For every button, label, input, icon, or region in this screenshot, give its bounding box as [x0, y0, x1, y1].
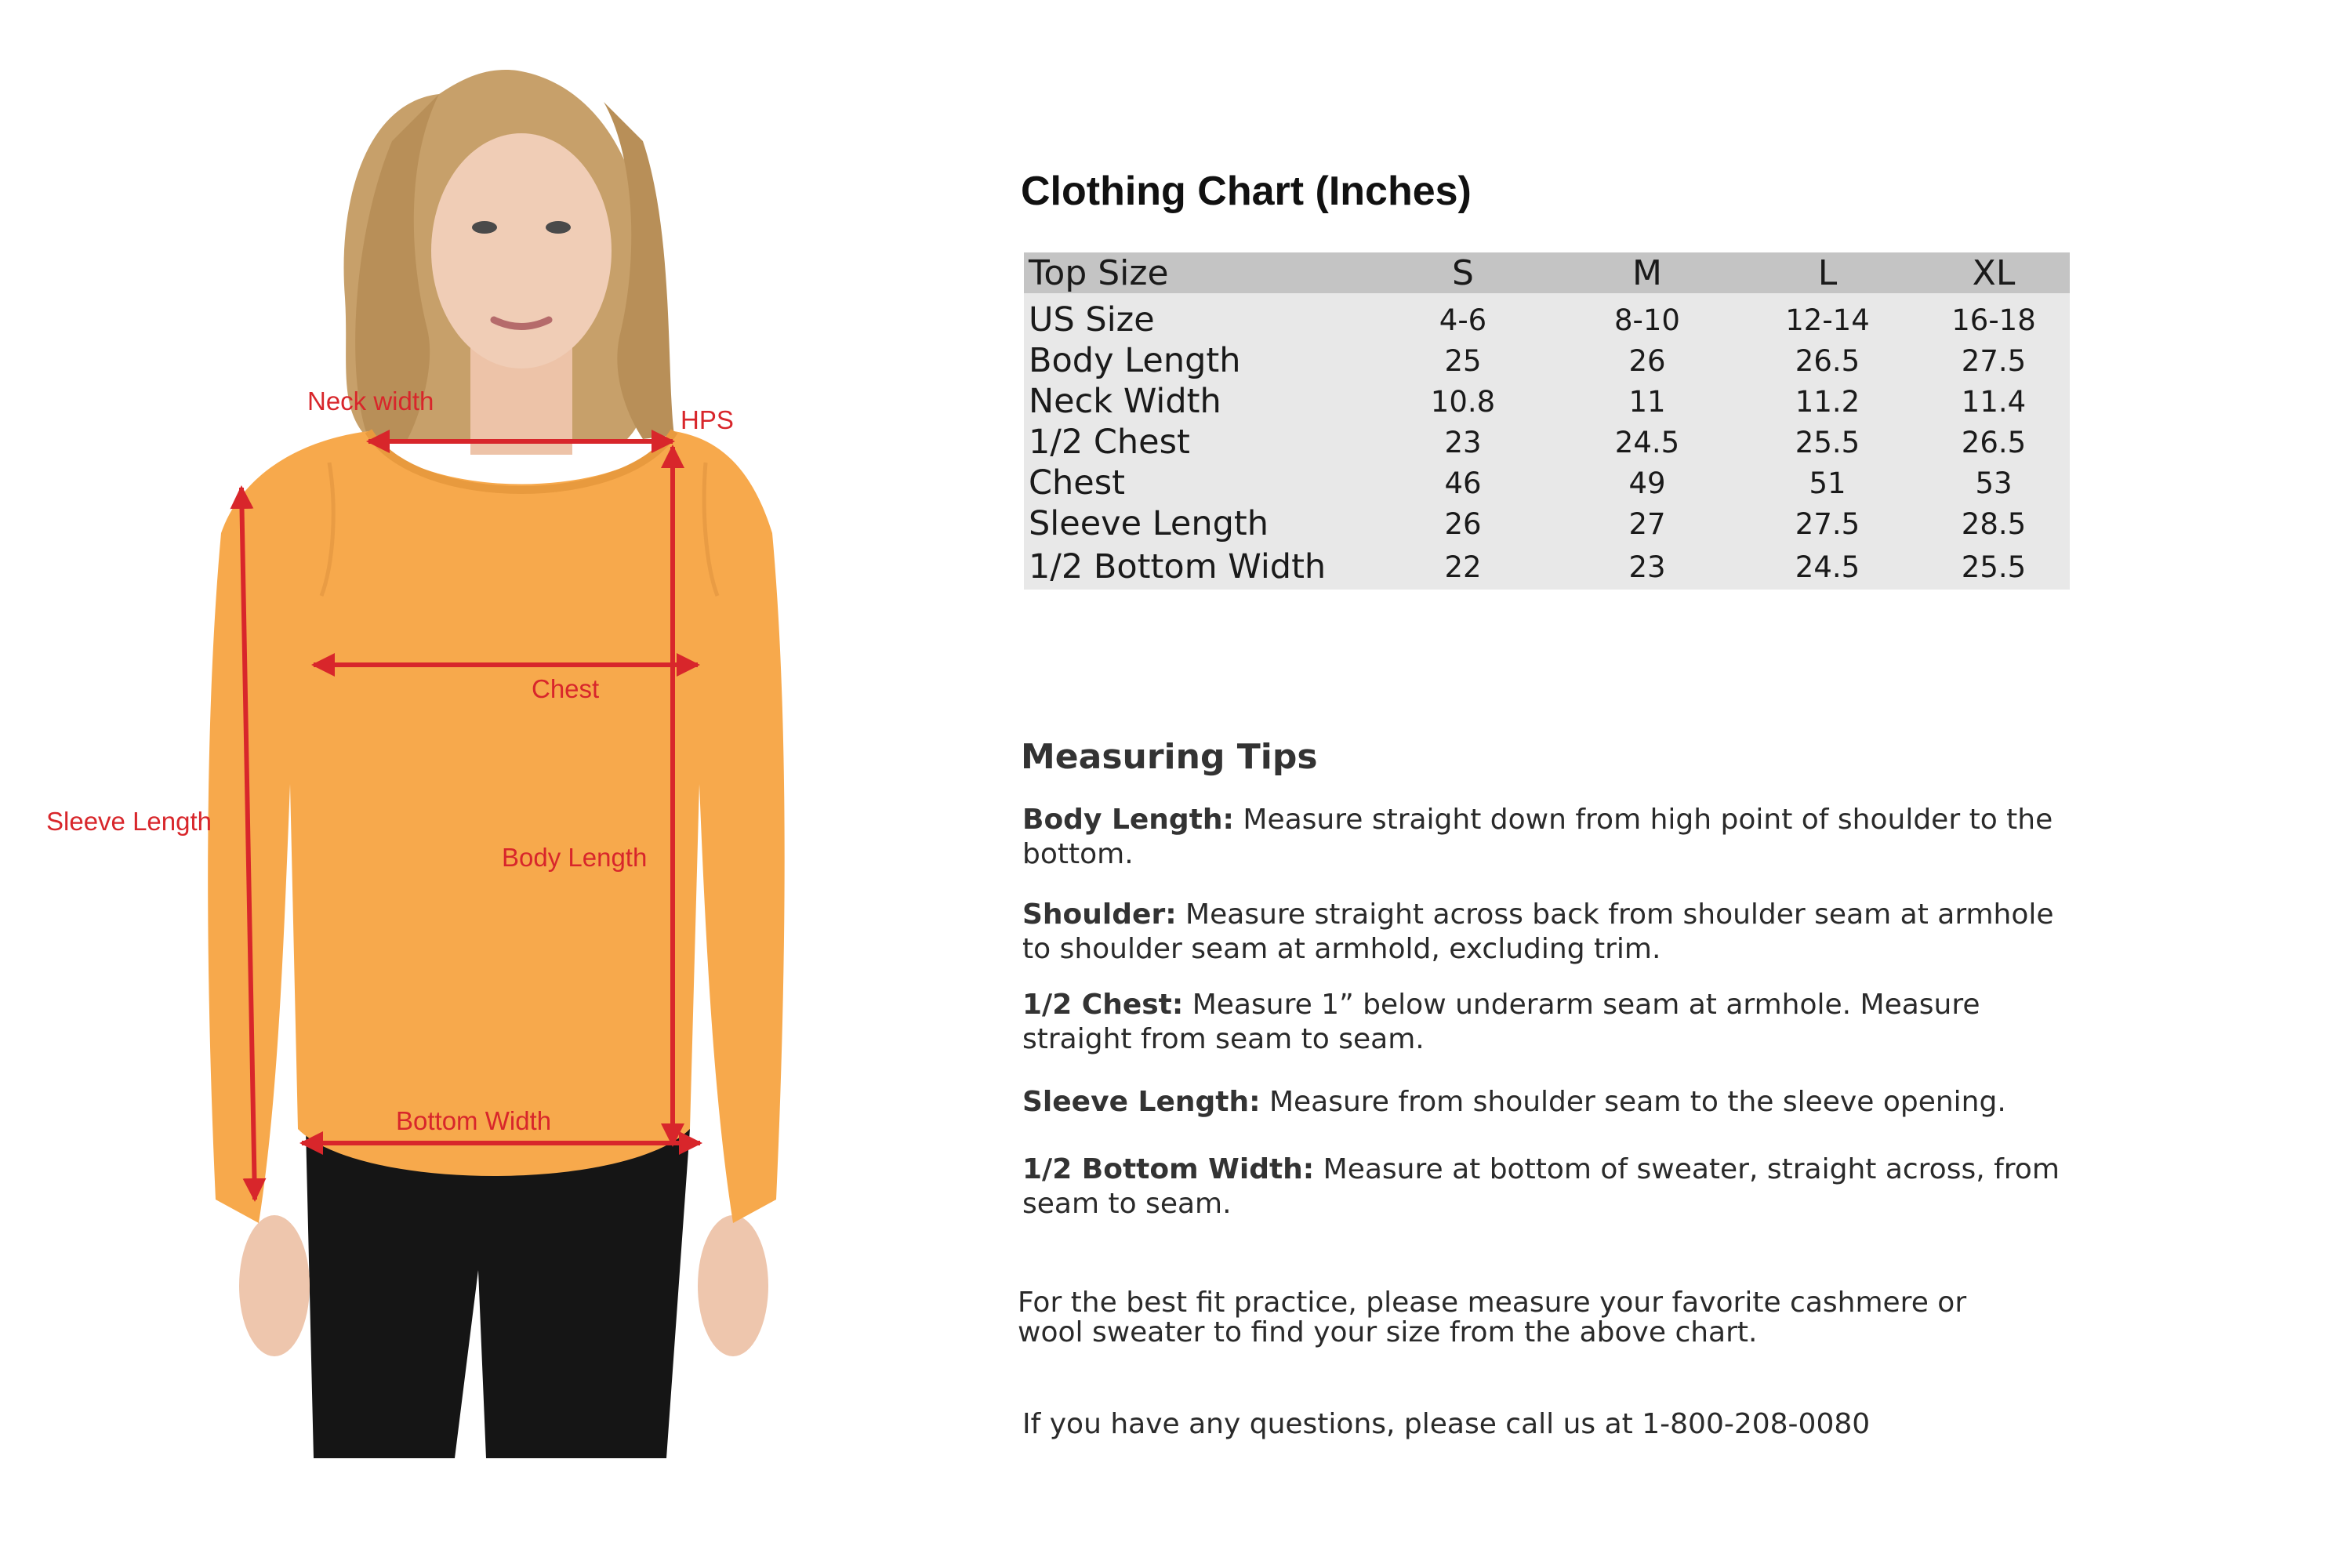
table-row [1024, 544, 2070, 590]
tip-term: 1/2 Bottom Width: [1022, 1153, 1315, 1185]
neck-width-label: Neck width [307, 387, 434, 416]
cell: 16-18 [1951, 303, 2036, 337]
cell: 24.5 [1614, 425, 1680, 459]
cell: 28.5 [1961, 506, 2027, 541]
sleeve-length-label: Sleeve Length [46, 807, 212, 836]
row-label: Chest [1029, 463, 1125, 503]
tip-term: Body Length: [1022, 804, 1234, 836]
table-row [1024, 463, 2070, 503]
cell: 46 [1444, 466, 1482, 500]
table-row [1024, 422, 2070, 463]
tip-term: 1/2 Chest: [1022, 989, 1184, 1021]
cell: 27.5 [1961, 343, 2027, 378]
header-size-m: M [1557, 252, 1737, 293]
cell: 23 [1444, 425, 1482, 459]
cell: 23 [1628, 550, 1666, 584]
cell: 11.4 [1961, 384, 2027, 419]
cell: 26 [1444, 506, 1482, 541]
tip-text: Measure straight down from high point of shoulder to the bottom. [1022, 804, 2053, 870]
row-label: Body Length [1029, 341, 1241, 380]
tip-text: Measure from shoulder seam to the sleeve opening. [1260, 1086, 2006, 1118]
cell: 27.5 [1795, 506, 1860, 541]
table-header-row [1024, 252, 2070, 293]
pants-shape [306, 1129, 690, 1458]
cell: 12-14 [1785, 303, 1870, 337]
cell: 26 [1628, 343, 1666, 378]
cell: 4-6 [1439, 303, 1487, 337]
tip-text: Measure straight across back from shoulder seam at armhole to shoulder seam at armhold, excluding trim. [1022, 898, 2054, 965]
cell: 8-10 [1614, 303, 1680, 337]
cell: 27 [1628, 506, 1666, 541]
tip-sleeve-length [1022, 1085, 2065, 1120]
table-row [1024, 340, 2070, 381]
fit-note: For the best fit practice, please measure your favorite cashmere or wool sweater to find your size from the above chart. [1018, 1287, 1967, 1348]
header-size-s: S [1369, 252, 1557, 293]
cell: 11.2 [1795, 384, 1860, 419]
cell: 26.5 [1795, 343, 1860, 378]
cell: 25.5 [1795, 425, 1860, 459]
model-figure [0, 0, 941, 1568]
cell: 49 [1628, 466, 1666, 500]
bottom-width-label: Bottom Width [396, 1106, 552, 1135]
row-label: Sleeve Length [1029, 504, 1269, 543]
cell: 25.5 [1961, 550, 2027, 584]
sweater-illustration [0, 0, 941, 1568]
tip-term: Sleeve Length: [1022, 1086, 1261, 1118]
header-size-xl: XL [1918, 252, 2070, 293]
table-row [1024, 503, 2070, 544]
header-top-size: Top Size [1024, 252, 1369, 293]
cell: 53 [1975, 466, 2013, 500]
row-label: 1/2 Bottom Width [1029, 547, 1327, 586]
table-row [1024, 293, 2070, 340]
tip-bottom-width [1022, 1152, 2065, 1221]
cell: 24.5 [1795, 550, 1860, 584]
contact-note: If you have any questions, please call us at 1-800-208-0080 [1022, 1408, 1871, 1440]
size-chart-table [1024, 252, 2070, 590]
header-size-l: L [1737, 252, 1918, 293]
row-label: 1/2 Chest [1029, 423, 1190, 462]
chest-label: Chest [532, 674, 600, 703]
chart-title: Clothing Chart (Inches) [1021, 169, 1472, 214]
cell: 22 [1444, 550, 1482, 584]
cell: 26.5 [1961, 425, 2027, 459]
tip-body-length [1022, 803, 2065, 872]
table-row [1024, 381, 2070, 422]
tip-text: Measure at bottom of sweater, straight across, from seam to seam. [1022, 1153, 2060, 1220]
body-length-label: Body Length [502, 843, 648, 872]
sweater-shape [208, 431, 785, 1223]
cell: 25 [1444, 343, 1482, 378]
row-label: Neck Width [1029, 382, 1221, 421]
tip-term: Shoulder: [1022, 898, 1177, 931]
cell: 10.8 [1430, 384, 1496, 419]
tip-shoulder [1022, 898, 2065, 967]
face-shape [431, 133, 612, 368]
cell: 11 [1628, 384, 1666, 419]
hps-label: HPS [681, 405, 734, 434]
cell: 51 [1809, 466, 1846, 500]
tip-text: Measure 1” below underarm seam at armhole. Measure straight from seam to seam. [1022, 989, 1980, 1055]
tip-half-chest [1022, 988, 2065, 1057]
row-label: US Size [1029, 300, 1155, 339]
measuring-tips-title: Measuring Tips [1021, 737, 1318, 777]
